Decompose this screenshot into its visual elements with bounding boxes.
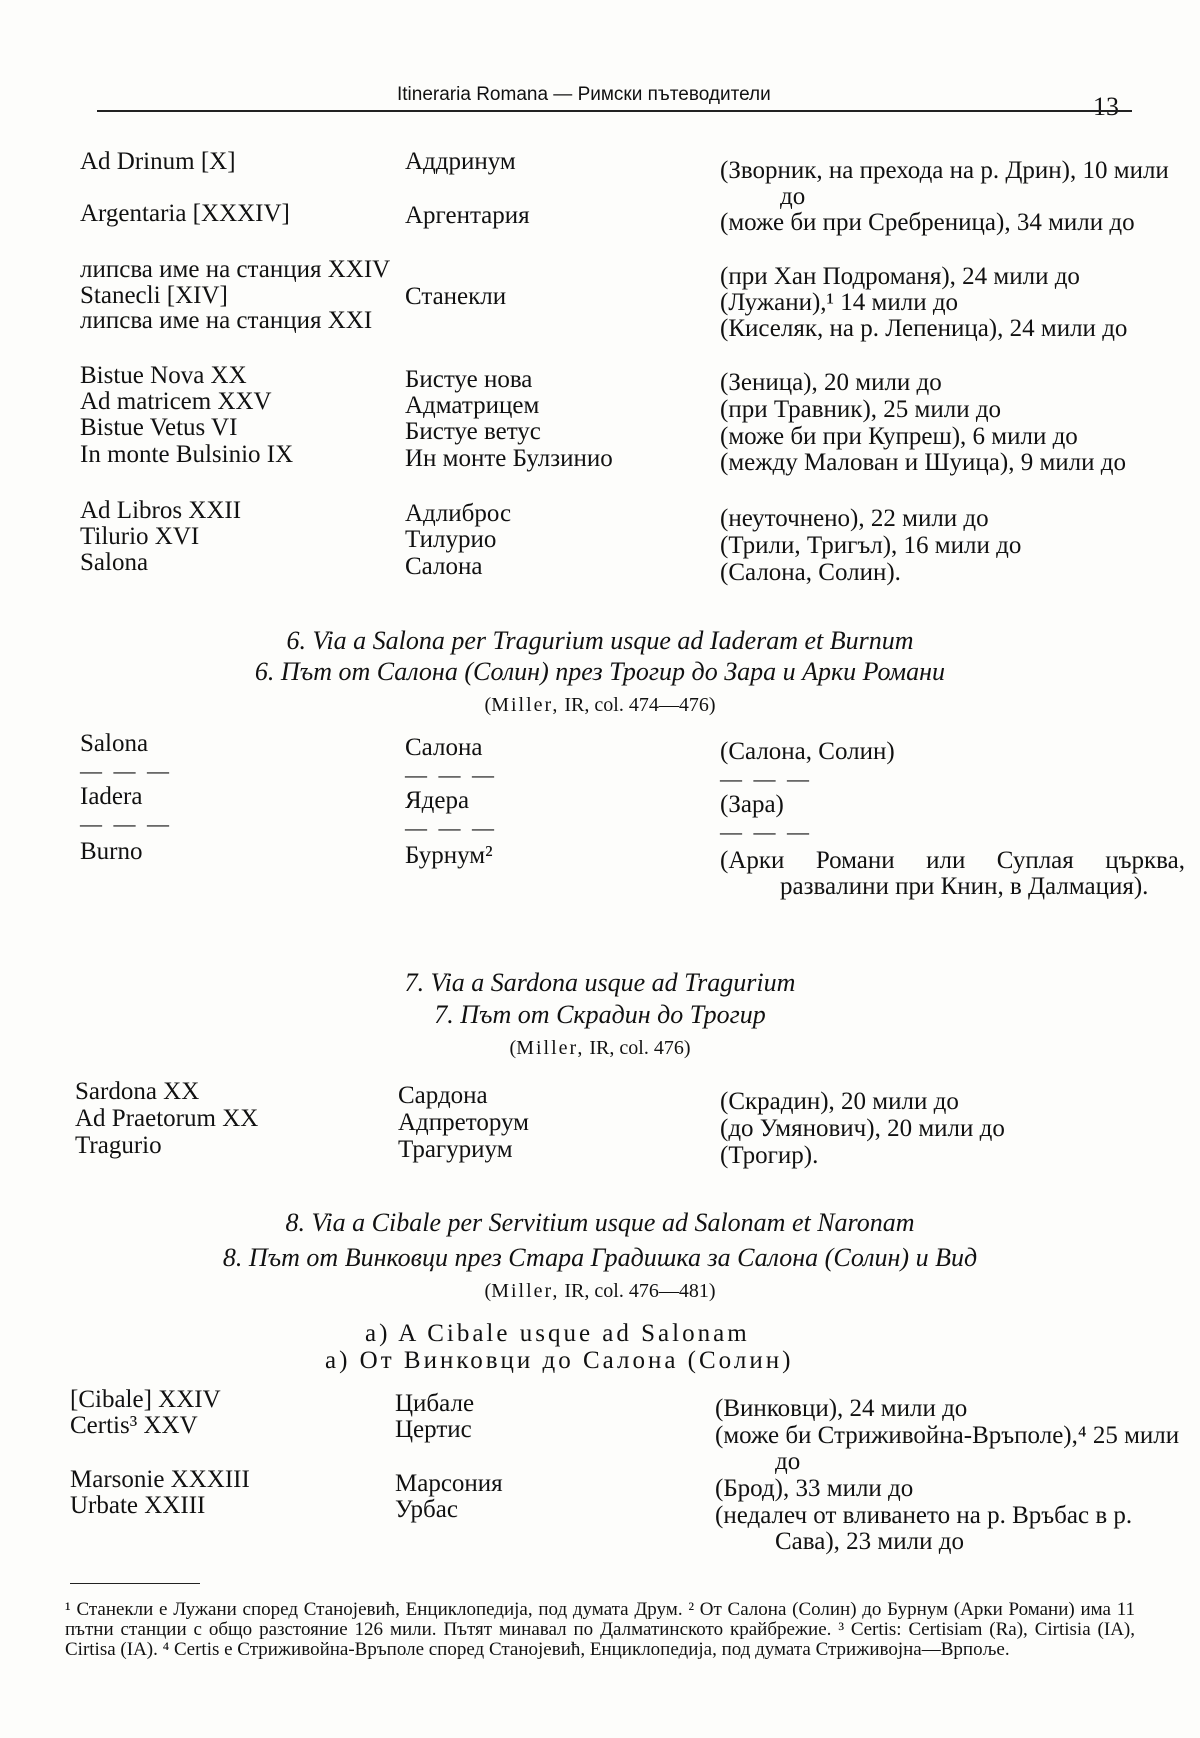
station-latin: Ad Drinum [X]: [80, 148, 236, 175]
station-latin: Certis³ XXV: [70, 1412, 198, 1439]
station-latin: липсва име на станция XXI: [80, 307, 373, 334]
reference-source: IR, col. 476—481): [564, 1280, 716, 1302]
station-bulgarian: Ин монте Булзинио: [405, 445, 613, 472]
header-rule: [97, 110, 1132, 112]
reference-author: Miller,: [491, 694, 560, 716]
station-note: (Салона, Солин): [720, 738, 895, 765]
section-7-title-latin: 7. Via a Sardona usque ad Tragurium: [404, 968, 796, 997]
station-latin: Burno: [80, 838, 143, 865]
station-bulgarian: Бистуе нова: [405, 366, 533, 393]
subsection-title-bulgarian: а) От Винковци до Салона (Солин): [325, 1347, 794, 1374]
station-latin: Ad Praetorum XX: [75, 1105, 259, 1132]
station-note: (може би при Сребреница), 34 мили до: [720, 209, 1135, 236]
station-latin: Tilurio XVI: [80, 523, 200, 550]
reference-author: Miller,: [491, 1280, 560, 1302]
station-note: (до Умянович), 20 мили до: [720, 1115, 1005, 1142]
station-latin: Salona: [80, 549, 149, 576]
footnote-text: ¹ Станекли е Лужани според Станојевић, Енциклопедија, под думата Друм. ² От Салона (Солин) до Бурнум (Арки Романи) има 11 пътни станции с общо разстояние 126 мили. Пътят минавал по Далматинското крайбрежие. ³ Certis: Certisiam (Ra), Cirtisia (IA), Cirtisa (IA). ⁴ Certis е Стриживойна-Връполе според Станојевић, Енциклопедија, под думата Стриживојна—Врпоље.: [65, 1599, 1135, 1660]
station-note: (Зеница), 20 мили до: [720, 369, 942, 396]
station-bulgarian: Сардона: [398, 1082, 488, 1109]
station-bulgarian: Адлиброс: [405, 500, 512, 527]
station-latin: Iadera: [80, 783, 143, 810]
station-latin: липсва име на станция XXIV: [80, 256, 391, 283]
omission-dashes: — — —: [80, 811, 172, 836]
omission-dashes: — — —: [720, 819, 812, 844]
station-note: (между Малован и Шуица), 9 мили до: [720, 449, 1127, 476]
station-bulgarian: Аргентария: [405, 202, 530, 229]
station-bulgarian: Адпреторум: [398, 1109, 530, 1136]
omission-dashes: — — —: [720, 766, 812, 791]
station-note: (Трили, Тригъл), 16 мили до: [720, 532, 1022, 559]
station-bulgarian: Цибале: [395, 1390, 475, 1417]
station-note: (Винковци), 24 мили до: [715, 1395, 968, 1422]
station-bulgarian: Тилурио: [405, 526, 497, 553]
station-latin: Argentaria [XXXIV]: [80, 200, 290, 227]
station-bulgarian: Урбас: [395, 1496, 458, 1523]
station-note: (Брод), 33 мили до: [715, 1475, 914, 1502]
footnote-rule: [70, 1583, 200, 1584]
station-note: (при Хан Подроманя), 24 мили до: [720, 263, 1080, 290]
station-bulgarian: Марсония: [395, 1470, 503, 1497]
station-latin: Marsonie XXXIII: [70, 1466, 250, 1493]
footnotes: [65, 1600, 1135, 1660]
reference-author: Miller,: [516, 1037, 585, 1059]
station-bulgarian: Бистуе ветус: [405, 418, 541, 445]
station-latin: Ad Libros XXII: [80, 497, 242, 524]
station-note: (може би при Купреш), 6 мили до: [720, 423, 1078, 450]
station-latin: Bistue Nova XX: [80, 362, 247, 389]
station-bulgarian: Салона: [405, 553, 483, 580]
section-6-reference: (Miller, IR, col. 474—476): [484, 694, 716, 716]
station-note: (Салона, Солин).: [720, 559, 901, 586]
station-latin: Ad matricem XXV: [80, 388, 272, 415]
station-latin: Sardona XX: [75, 1078, 200, 1105]
section-7-reference: (Miller, IR, col. 476): [509, 1037, 691, 1059]
section-7-title-bulgarian: 7. Път от Скрадин до Трогир: [434, 1000, 766, 1029]
station-bulgarian: Цертис: [395, 1416, 472, 1443]
station-bulgarian: Станекли: [405, 283, 507, 310]
station-latin: Stanecli [XIV]: [80, 282, 228, 309]
station-note: (Зворник, на прехода на р. Дрин), 10 мили до: [720, 157, 1169, 210]
station-note: (Лужани),¹ 14 мили до: [720, 289, 959, 316]
omission-dashes: — — —: [80, 758, 172, 783]
page-number: 13: [1093, 92, 1119, 121]
station-note: (Трогир).: [720, 1142, 819, 1169]
running-title: Itineraria Romana — Римски пътеводители: [397, 84, 771, 105]
station-latin: [Cibale] XXIV: [70, 1386, 221, 1413]
station-note: (Киселяк, на р. Лепеница), 24 мили до: [720, 315, 1128, 342]
section-6-title-bulgarian: 6. Път от Салона (Солин) през Трогир до Зара и Арки Романи: [254, 657, 946, 686]
station-note: (Арки Романи или Суплая църква, развалини при Книн, в Далмация).: [720, 847, 1185, 900]
station-bulgarian: Адматрицем: [405, 392, 540, 419]
station-bulgarian: Бурнум²: [405, 842, 493, 869]
station-bulgarian: Салона: [405, 734, 483, 761]
reference-source: IR, col. 474—476): [564, 694, 716, 716]
station-note: (при Травник), 25 мили до: [720, 396, 1002, 423]
station-latin: Urbate XXIII: [70, 1492, 206, 1519]
section-8-reference: (Miller, IR, col. 476—481): [484, 1280, 716, 1302]
station-note: (може би Стриживойна-Връполе),⁴ 25 мили до: [715, 1422, 1180, 1475]
station-note: (Скрадин), 20 мили до: [720, 1088, 959, 1115]
reference-source: IR, col. 476): [589, 1037, 691, 1059]
station-bulgarian: Ядера: [405, 787, 470, 814]
station-note: (недалеч от вливането на р. Връбас в р. Сава), 23 мили до: [715, 1502, 1133, 1555]
section-8-title-latin: 8. Via a Cibale per Servitium usque ad Salonam et Naronam: [285, 1208, 915, 1237]
station-note: (неуточнено), 22 мили до: [720, 505, 989, 532]
station-latin: Tragurio: [75, 1132, 162, 1159]
station-bulgarian: Аддринум: [405, 148, 516, 175]
subsection-title-latin: a) A Cibale usque ad Salonam: [365, 1320, 750, 1347]
station-bulgarian: Трагуриум: [398, 1136, 513, 1163]
station-note: (Зара): [720, 791, 784, 818]
section-6-title-latin: 6. Via a Salona per Tragurium usque ad Iaderam et Burnum: [286, 626, 914, 655]
station-latin: Salona: [80, 730, 149, 757]
omission-dashes: — — —: [405, 762, 497, 787]
omission-dashes: — — —: [405, 815, 497, 840]
station-latin: In monte Bulsinio IX: [80, 441, 294, 468]
section-8-title-bulgarian: 8. Път от Винковци през Стара Градишка за Салона (Солин) и Вид: [222, 1243, 978, 1272]
station-latin: Bistue Vetus VI: [80, 414, 238, 441]
